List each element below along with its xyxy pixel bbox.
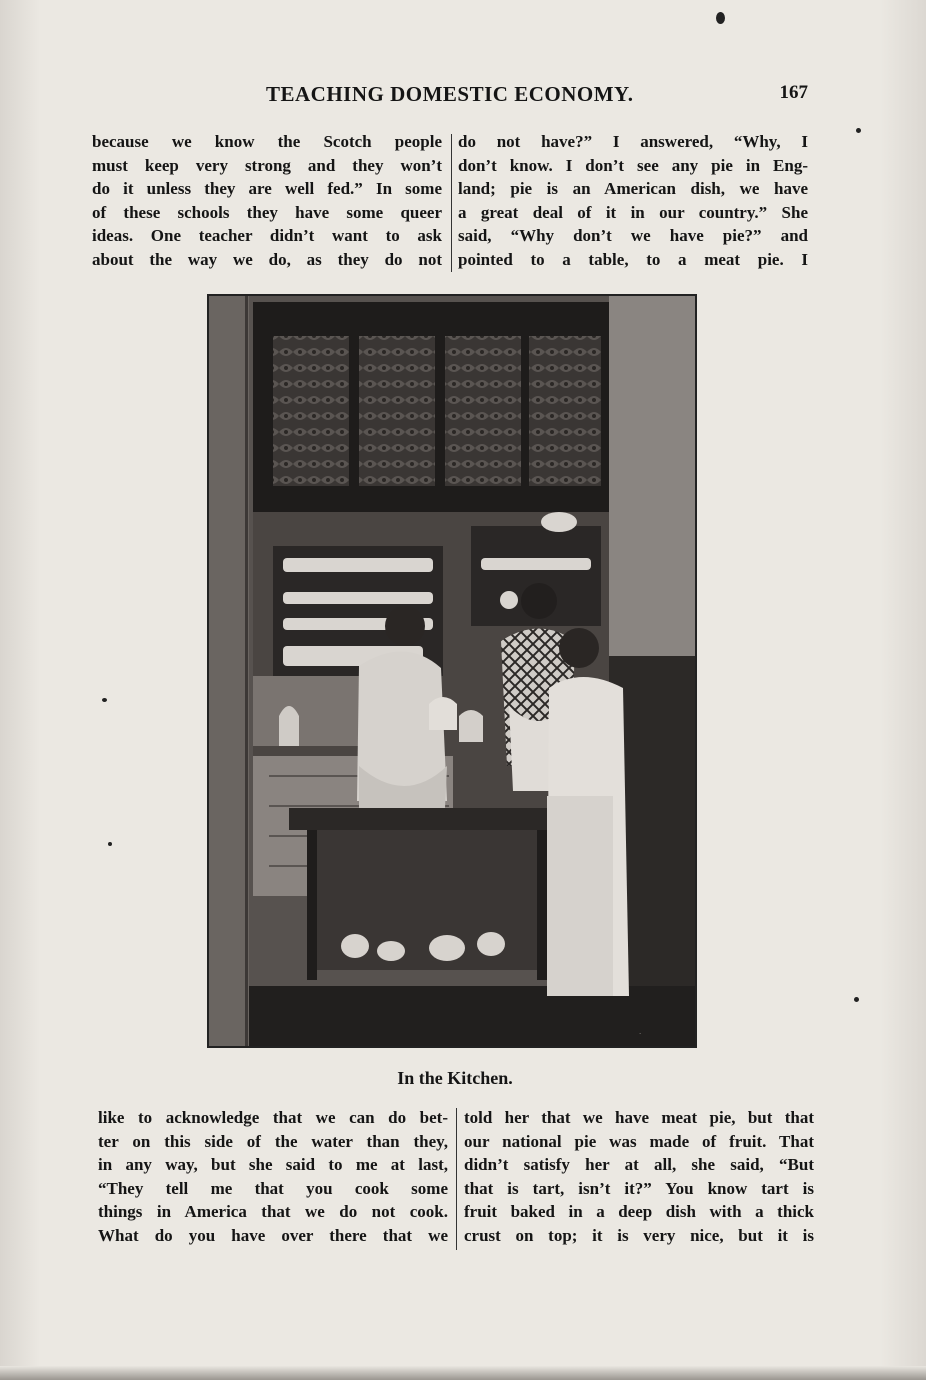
running-title: TEACHING DOMESTIC ECONOMY.	[266, 82, 634, 106]
text-line: didn’t satisfy her at all, she said, “But	[464, 1155, 814, 1174]
text-line: do it unless they are well fed.” In some	[92, 179, 442, 198]
svg-text:·: ·	[639, 1030, 642, 1038]
text-line: that is tart, isn’t it?” You know tart is	[464, 1178, 814, 1198]
ink-speck	[716, 12, 725, 24]
kitchen-photograph	[207, 294, 697, 1048]
text-line: about the way we do, as they do not	[92, 249, 442, 269]
text-line: like to acknowledge that we can do bet-	[98, 1108, 448, 1127]
text-line: ideas. One teacher didn’t want to ask	[92, 226, 442, 245]
photograph-icon	[209, 296, 695, 1046]
figure-caption	[0, 1068, 926, 1089]
ink-speck	[102, 698, 107, 702]
text-line: said, “Why don’t we have pie?” and	[458, 226, 808, 245]
column-divider	[456, 1108, 457, 1250]
bottom-right-column	[464, 1106, 814, 1247]
text-line: fruit baked in a deep dish with a thick	[464, 1202, 814, 1221]
column-divider	[451, 134, 452, 272]
text-line: must keep very strong and they won’t	[92, 155, 442, 175]
ink-speck	[856, 128, 861, 133]
text-line: a great deal of it in our country.” She	[458, 202, 808, 222]
top-right-column	[458, 130, 808, 271]
page-bottom-edge	[0, 1366, 926, 1380]
ink-speck	[854, 997, 859, 1002]
ink-speck	[108, 842, 112, 846]
page-header	[90, 80, 810, 110]
text-line: our national pie was made of fruit. That	[464, 1131, 814, 1151]
text-line: ter on this side of the water than they,	[98, 1131, 448, 1151]
text-line: pointed to a table, to a meat pie. I	[458, 249, 808, 269]
caption-text: In the Kitchen.	[397, 1068, 513, 1088]
text-line: because we know the Scotch people	[92, 132, 442, 151]
text-line: “They tell me that you cook some	[98, 1178, 448, 1198]
text-line: What do you have over there that we	[98, 1225, 448, 1245]
text-line: crust on top; it is very nice, but it is	[464, 1225, 814, 1245]
text-line: of these schools they have some queer	[92, 202, 442, 222]
top-left-column	[92, 130, 442, 271]
text-line: land; pie is an American dish, we have	[458, 179, 808, 198]
text-line: things in America that we do not cook.	[98, 1202, 448, 1221]
text-line: in any way, but she said to me at last,	[98, 1155, 448, 1174]
text-line: do not have?” I answered, “Why, I	[458, 132, 808, 151]
text-line: told her that we have meat pie, but that	[464, 1108, 814, 1127]
text-line: don’t know. I don’t see any pie in Eng-	[458, 155, 808, 175]
bottom-left-column	[98, 1106, 448, 1247]
page-number: 167	[779, 82, 808, 103]
